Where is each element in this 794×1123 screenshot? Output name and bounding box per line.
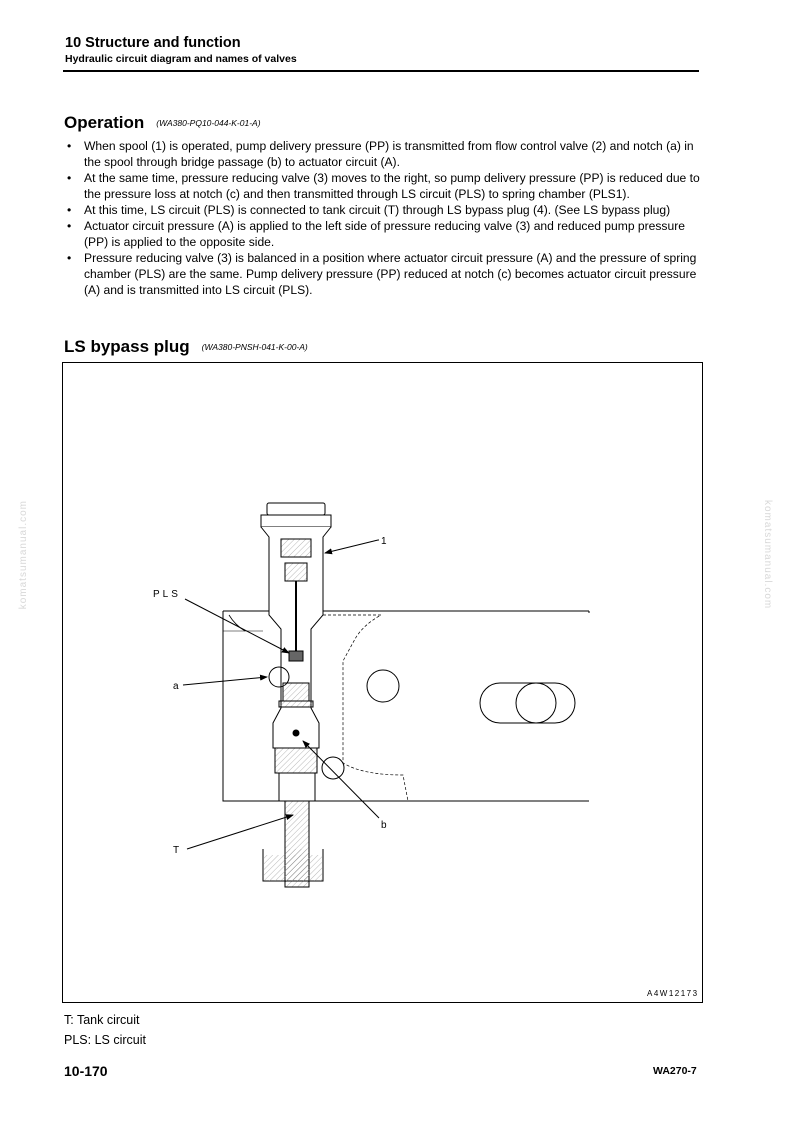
watermark-right: komatsumanual.com [762,500,773,610]
bypass-plug-assembly [261,503,331,887]
tank [263,849,323,881]
ls-bypass-code: (WA380-PNSH-041-K-00-A) [201,342,308,352]
operation-bullet-list [64,138,704,298]
label-part-1: 1 [381,536,387,547]
operation-bullet: • When spool (1) is operated, pump delivery pressure (PP) is transmitted from flow control valve (2) and notch (a) in the spool through bridge passage (b) to actuator circuit (A). [64,138,704,170]
label-pls: PLS [153,589,181,600]
label-t: T [173,845,180,856]
figure-id: A4W12173 [647,989,699,998]
operation-bullet: • Actuator circuit pressure (A) is applied to the left side of pressure reducing valve (3) and reduced pump pressure (PP) is applied to the opposite side. [64,218,704,250]
legend-ls-circuit: PLS: LS circuit [64,1033,146,1047]
operation-title: Operation [64,113,145,132]
ports [322,670,575,779]
page-number: 10-170 [64,1063,108,1079]
operation-heading [64,113,261,133]
figure-frame [62,362,703,1003]
watermark-left: komatsumanual.com [18,500,29,610]
chapter-title: 10 Structure and function [65,35,241,51]
figure-labels [153,536,699,998]
label-b: b [381,820,387,831]
label-a: a [173,681,179,692]
ls-bypass-plug-diagram [63,363,704,1004]
legend-tank-circuit: T: Tank circuit [64,1013,140,1027]
operation-bullet: • At this time, LS circuit (PLS) is connected to tank circuit (T) through LS bypass plug (4). (See LS bypass plug) [64,202,704,218]
ls-bypass-title: LS bypass plug [64,337,190,356]
operation-bullet: • Pressure reducing valve (3) is balanced in a position where actuator circuit pressure (A) and the pressure of spring chamber (PLS) are the same. Pump delivery pressure (PP) reduced at notch (c) becomes actuator circuit pressure (A) and is transmitted into LS circuit (PLS). [64,250,704,298]
model-code: WA270-7 [653,1065,697,1077]
ls-bypass-heading [64,337,308,357]
operation-code: (WA380-PQ10-044-K-01-A) [156,118,261,128]
chapter-subtitle: Hydraulic circuit diagram and names of valves [65,53,297,65]
header-rule [63,70,699,72]
operation-bullet: • At the same time, pressure reducing valve (3) moves to the right, so pump delivery pressure (PP) is reduced due to the pressure loss at notch (c) and then transmitted through LS circuit (PLS) to spring chamber (PLS1). [64,170,704,202]
